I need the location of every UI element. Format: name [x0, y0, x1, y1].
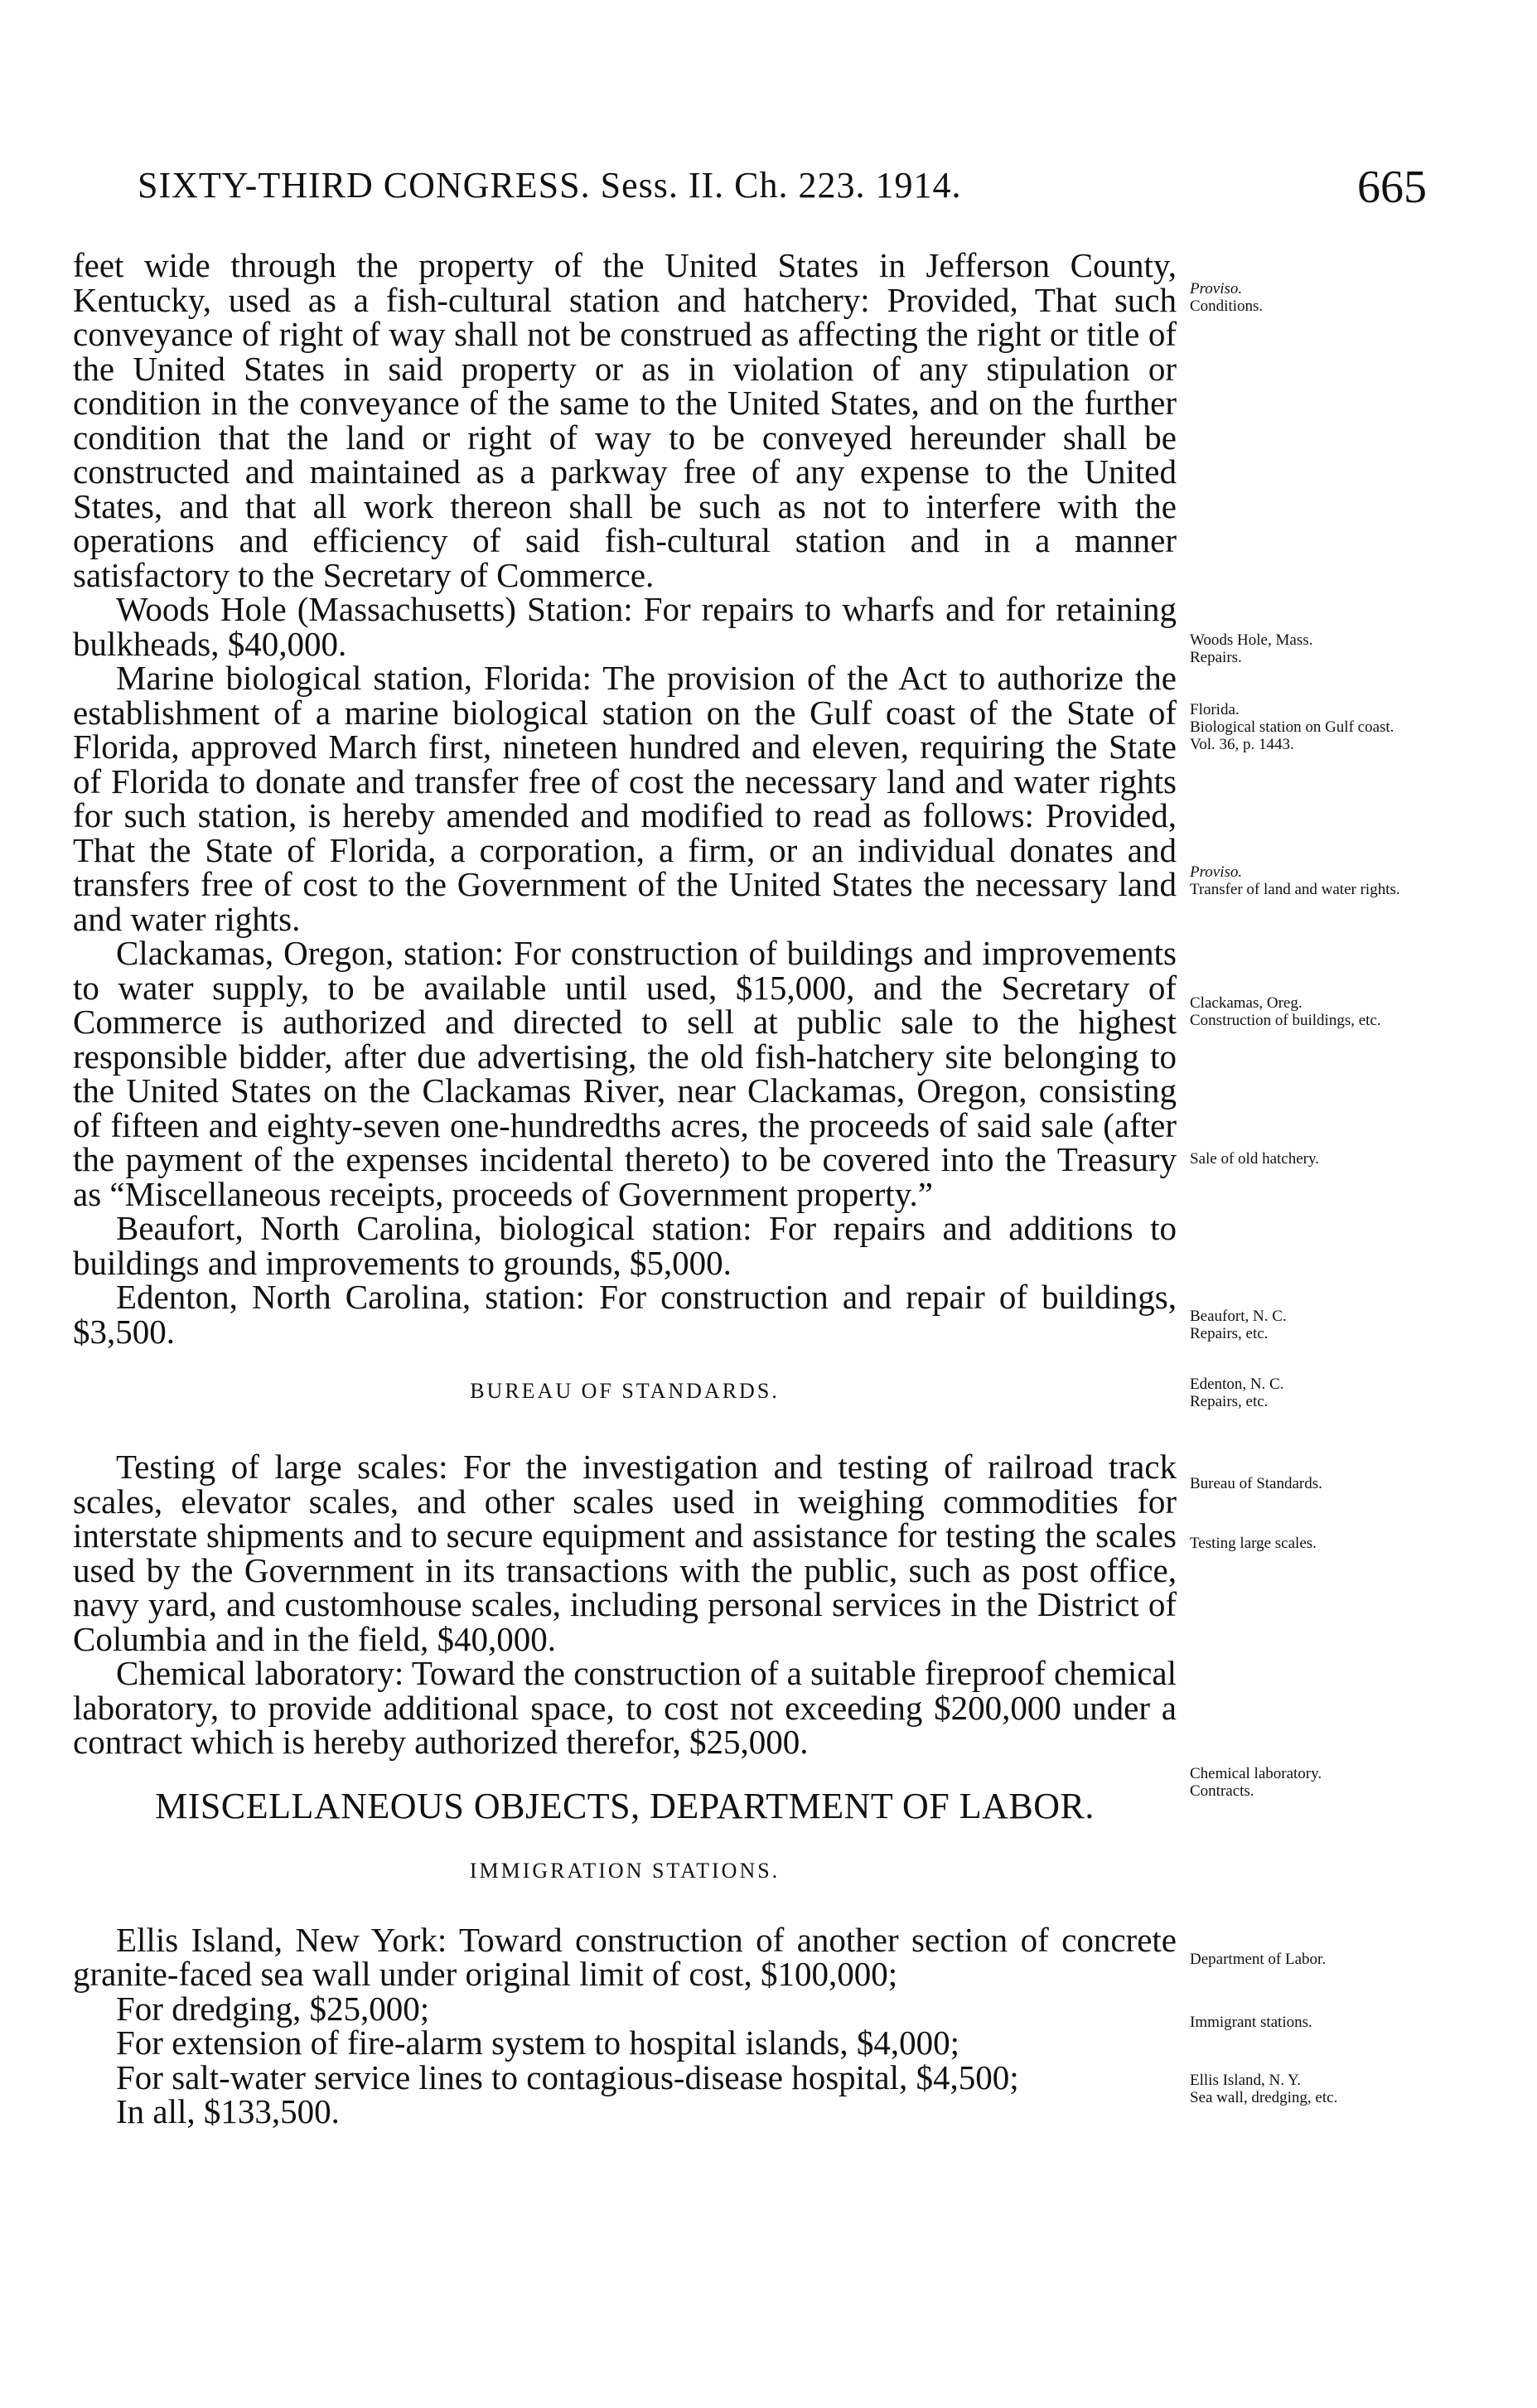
margin-note-testing-scales: Testing large scales.	[1190, 1535, 1317, 1552]
body-text	[73, 246, 1177, 2130]
paragraph-woods-hole: Woods Hole (Massachusetts) Station: For repairs to wharfs and for retaining bulkheads, $40,000.	[73, 590, 1177, 663]
margin-note-sale-of-hatchery: Sale of old hatchery.	[1190, 1150, 1319, 1168]
margin-note-proviso-conditions: Proviso. Conditions.	[1190, 280, 1264, 315]
margin-note-proviso-transfer: Proviso. Transfer of land and water rights.	[1190, 863, 1400, 898]
margin-note-edenton: Edenton, N. C. Repairs, etc.	[1190, 1376, 1284, 1410]
heading-department-of-labor: MISCELLANEOUS OBJECTS, DEPARTMENT OF LABOR.	[155, 1785, 1095, 1826]
paragraph-beaufort: Beaufort, North Carolina, biological station: For repairs and additions to buildings and improvements to grounds, $5,000.	[73, 1209, 1177, 1282]
heading-immigration-stations: IMMIGRATION STATIONS.	[469, 1858, 781, 1883]
running-head	[138, 164, 1427, 222]
margin-note-ellis-island: Ellis Island, N. Y. Sea wall, dredging, etc.	[1190, 2072, 1338, 2106]
paragraph-chemical-laboratory: Chemical laboratory: Toward the construction of a suitable fireproof chemical laboratory, to provide additional space, to cost not exceeding $200,000 under a contract which is hereby authorized therefor, $25,000.	[73, 1654, 1177, 1761]
list-item-dredging: For dredging, $25,000;	[116, 1989, 430, 2028]
paragraph-florida: Marine biological station, Florida: The provision of the Act to authorize the establishment of a marine biological station on the Gulf coast of the State of Florida, approved March first, nineteen hundred and eleven, requiring the State of Florida to donate and transfer free of cost the necessary land and water rights for such station, is hereby amended and modified to read as follows: Provided, That the State of Florida, a corporation, a firm, or an individual donates and transfers free of cost to the Government of the United States the necessary land and water rights.	[73, 659, 1177, 938]
margin-note-florida: Florida. Biological station on Gulf coast. Vol. 36, p. 1443.	[1190, 701, 1394, 753]
running-head-title: SIXTY-THIRD CONGRESS. Sess. II. Ch. 223. 1914.	[138, 165, 962, 206]
paragraph-testing-scales: Testing of large scales: For the investigation and testing of railroad track scales, elevator scales, and other scales used in weighing commodities for interstate shipments and to secure equipment and assistance for testing the scales used by the Government in its transactions with the public, such as post office, navy yard, and customhouse scales, including personal services in the District of Columbia and in the field, $40,000.	[73, 1448, 1177, 1658]
margin-note-beaufort: Beaufort, N. C. Repairs, etc.	[1190, 1308, 1287, 1342]
margin-note-bureau-of-standards: Bureau of Standards.	[1190, 1475, 1322, 1492]
paragraph-ellis-island: Ellis Island, New York: Toward construction of another section of concrete granite-faced sea wall under original limit of cost, $100,000;	[73, 1920, 1177, 1993]
list-item-salt-water: For salt-water service lines to contagious-disease hospital, $4,500;	[116, 2057, 1019, 2096]
margin-note-department-of-labor: Department of Labor.	[1190, 1951, 1327, 1968]
paragraph-edenton: Edenton, North Carolina, station: For construction and repair of buildings, $3,500.	[73, 1278, 1177, 1351]
paragraph-jefferson-county: feet wide through the property of the United States in Jefferson County, Kentucky, used as a fish-cultural station and hatchery: Provided, That such conveyance of right of way shall not be construed as affecting the right or title of the United States in said property or as in violation of any stipulation or condition in the conveyance of the same to the United States, and on the further condition that the land or right of way to be conveyed hereunder shall be constructed and maintained as a parkway free of any expense to the United States, and that all work thereon shall be such as not to interfere with the operations and efficiency of said fish-cultural station and in a manner satisfactory to the Secretary of Commerce.	[73, 246, 1177, 594]
heading-bureau-of-standards: BUREAU OF STANDARDS.	[470, 1379, 780, 1403]
list-item-fire-alarm: For extension of fire-alarm system to hospital islands, $4,000;	[116, 2024, 960, 2062]
page-number: 665	[1357, 162, 1427, 213]
margin-note-clackamas: Clackamas, Oreg. Construction of buildings, etc.	[1190, 994, 1381, 1029]
paragraph-clackamas: Clackamas, Oregon, station: For construction of buildings and improvements to water supply, to be available until used, $15,000, and the Secretary of Commerce is authorized and directed to sell at public sale to the highest responsible bidder, after due advertising, the old fish-hatchery site belonging to the United States on the Clackamas River, near Clackamas, Oregon, consisting of fifteen and eighty-seven one-hundredths acres, the proceeds of said sale (after the payment of the expenses incidental thereto) to be covered into the Treasury as “Miscellaneous receipts, proceeds of Government property.”	[73, 934, 1177, 1213]
margin-note-woods-hole: Woods Hole, Mass. Repairs.	[1190, 631, 1313, 666]
list-item-in-all: In all, $133,500.	[116, 2092, 340, 2130]
margin-note-chemical-laboratory: Chemical laboratory. Contracts.	[1190, 1765, 1322, 1800]
margin-note-immigrant-stations: Immigrant stations.	[1190, 2014, 1312, 2031]
